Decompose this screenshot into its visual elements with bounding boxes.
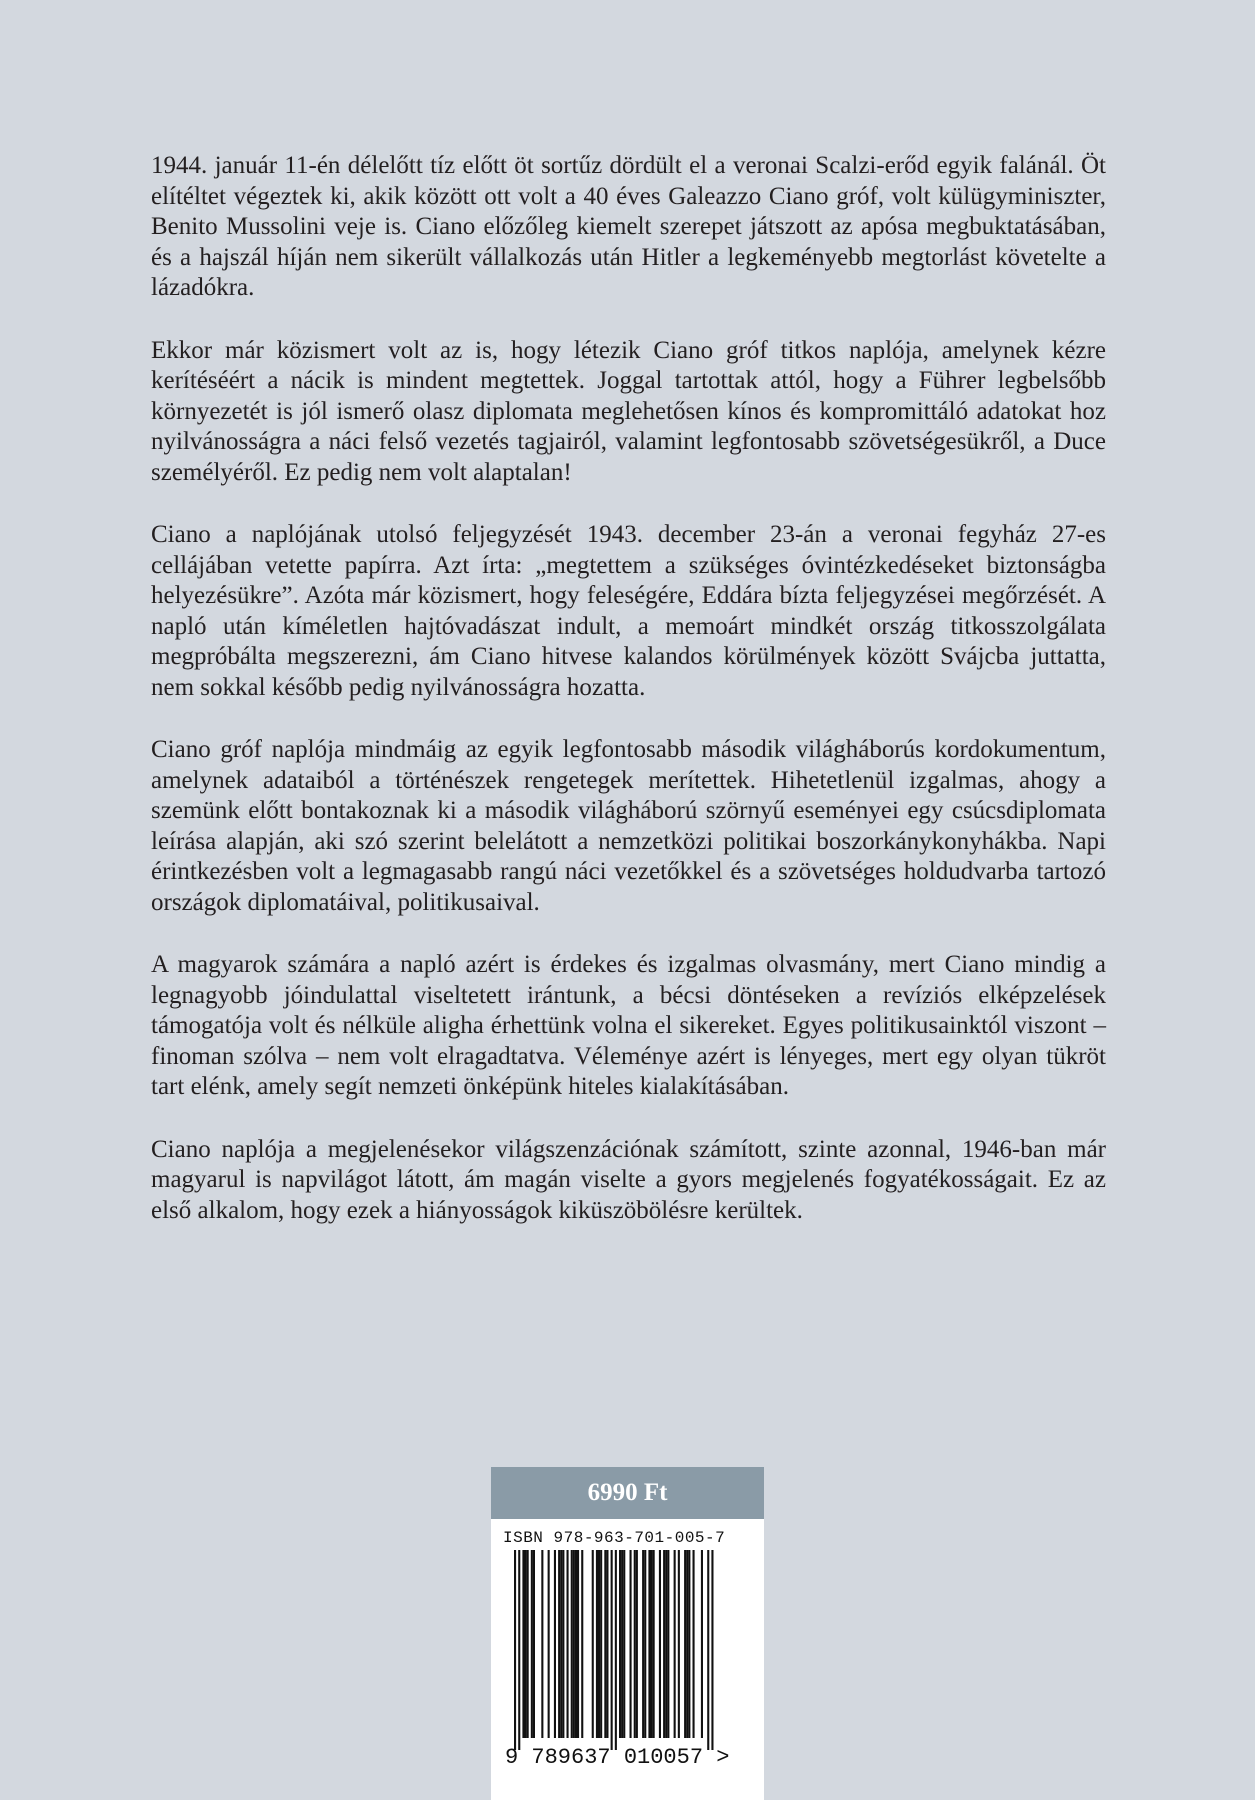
barcode-bar [577,1550,579,1738]
barcode-bar [527,1550,529,1738]
barcode-bar [548,1550,550,1738]
barcode-bar [693,1550,695,1738]
barcode-bar [678,1550,680,1738]
barcode-bar [684,1550,686,1738]
blurb-paragraph-3: Ciano a naplójának utolsó feljegyzését 1943. december 23-án a veronai fegyház 27-es cellájában vetette papírra. Azt írta: „megtettem a szükséges óvintézkedéseket biztonságba helyezésükre”. Azóta már közismert, hogy feleségére, Eddára bízta feljegyzései megőrzését. A napló után kíméletlen hajtóvadászat indult, a memoárt mindkét ország titkosszolgálata megpróbálta megszerezni, ám Ciano hitvese kalandos körülmények között Svájcba juttatta, nem sokkal később pedig nyilvánosságra hozatta. [151,521,1106,701]
blurb-paragraph-1: 1944. január 11-én délelőtt tíz előtt öt sortűz dördült el a veronai Scalzi-erőd egyik falánál. Öt elítéltet végeztek ki, akik között ott volt a 40 éves Galeazzo Ciano gróf, volt külügyminiszter, Benito Mussolini veje is. Ciano előzőleg kiemelt szerepet játszott az apósa megbuktatásában, és a hajszál híján nem sikerült vállalkozás után Hitler a legkeményebb megtorlást követelte a lázadókra. [151,152,1106,301]
barcode-bar [522,1550,524,1738]
barcode-bar [558,1550,560,1738]
barcode-bar [596,1550,598,1738]
barcode-bar [653,1550,655,1738]
barcode-bar [518,1550,520,1750]
barcode-bar [560,1550,562,1738]
barcode-bar [630,1550,632,1738]
barcode-bar [648,1550,650,1738]
barcode-bar [525,1550,527,1738]
ean-digits: 9 789637 010057 > [505,1745,730,1770]
barcode-bar [615,1550,617,1750]
barcode-bar [686,1550,688,1738]
barcode-bar [581,1550,583,1738]
barcode-bar [644,1550,646,1738]
price-label: 6990 Ft [491,1467,764,1519]
price-barcode-box [491,1467,764,1800]
barcode-bar [562,1550,564,1738]
blurb-paragraph-2: Ekkor már közismert volt az is, hogy létezik Ciano gróf titkos naplója, amelynek kézre kerítéséért a nácik is mindent megtettek. Joggal tartottak attól, hogy a Führer legbelsőbb környezetét is jól ismerő olasz diplomata meglehetősen kínos és kompromittáló adatokat hoz nyilvánosságra a náci felső vezetés tagjairól, valamint legfontosabb szövetségesükről, a Duce személyéről. Ez pedig nem volt alaptalan! [151,336,1106,486]
barcode-bar [600,1550,602,1738]
blurb-paragraph-6: Ciano naplója a megjelenésekor világszenzációnak számított, szinte azonnal, 1946-ban már magyarul is napvilágot látott, ám magán viselte a gyors megjelenés fogyatékosságait. Ez az első alkalom, hogy ezek a hiányosságok kiküszöbölésre kerültek. [151,1135,1106,1224]
barcode-bar [659,1550,661,1738]
barcode-bar [701,1550,703,1738]
barcode-bar [606,1550,608,1738]
barcode-bar [651,1550,653,1738]
barcode-bar [621,1550,623,1738]
barcode-bar [665,1550,667,1738]
barcode-bar [623,1550,625,1738]
barcode-bar [573,1550,575,1738]
isbn-label: ISBN 978-963-701-005-7 [503,1529,726,1547]
barcode-bar [674,1550,676,1738]
barcode-bar [688,1550,690,1738]
barcode-bar [611,1550,613,1750]
barcode-bar [598,1550,600,1738]
barcode-bar [707,1550,709,1750]
barcode-bar [554,1550,556,1738]
back-cover-blurb [151,151,1106,1258]
barcode-bar [711,1550,713,1750]
barcode-icon [506,1550,721,1750]
barcode-bar [642,1550,644,1738]
barcode-bar [531,1550,533,1738]
barcode-bar [592,1550,594,1738]
barcode-bar [541,1550,543,1738]
blurb-paragraph-5: A magyarok számára a napló azért is érdekes és izgalmas olvasmány, mert Ciano mindig a legnagyobb jóindulattal viseltetett irántunk, a bécsi döntéseken a revíziós elképzelések támogatója volt és nélküle aligha érhettünk volna el sikereket. Egyes politikusainktól viszont – finoman szólva – nem volt elragadtatva. Véleménye azért is lényeges, mert egy olyan tükröt tart elénk, amely segít nemzeti önképünk hiteles kialakításában. [151,951,1106,1100]
barcode-bar [575,1550,577,1738]
barcode-bar [533,1550,535,1738]
barcode-bar [567,1550,569,1738]
barcode-bar [634,1550,636,1738]
barcode-bar [667,1550,669,1738]
blurb-paragraph-4: Ciano gróf naplója mindmáig az egyik legfontosabb második világháborús kordokumentum, amelynek adataiból a történészek rengetegek merítettek. Hihetetlenül izgalmas, ahogy a szemünk előtt bontakoznak ki a második világháború szörnyű eseményei egy csúcsdiplomata leírása alapján, aki szó szerint belelátott a nemzetközi politikai boszorkánykonyhákba. Napi érintkezésben volt a legmagasabb rangú náci vezetőkkel és a szövetséges holdudvarba tartozó országok diplomatáival, politikusaival. [151,736,1106,916]
barcode-bar [619,1550,621,1738]
barcode-bar [604,1550,606,1738]
barcode-bar [514,1550,516,1750]
barcode-bar [636,1550,638,1738]
barcode-bar [571,1550,573,1738]
barcode-bar [663,1550,665,1738]
